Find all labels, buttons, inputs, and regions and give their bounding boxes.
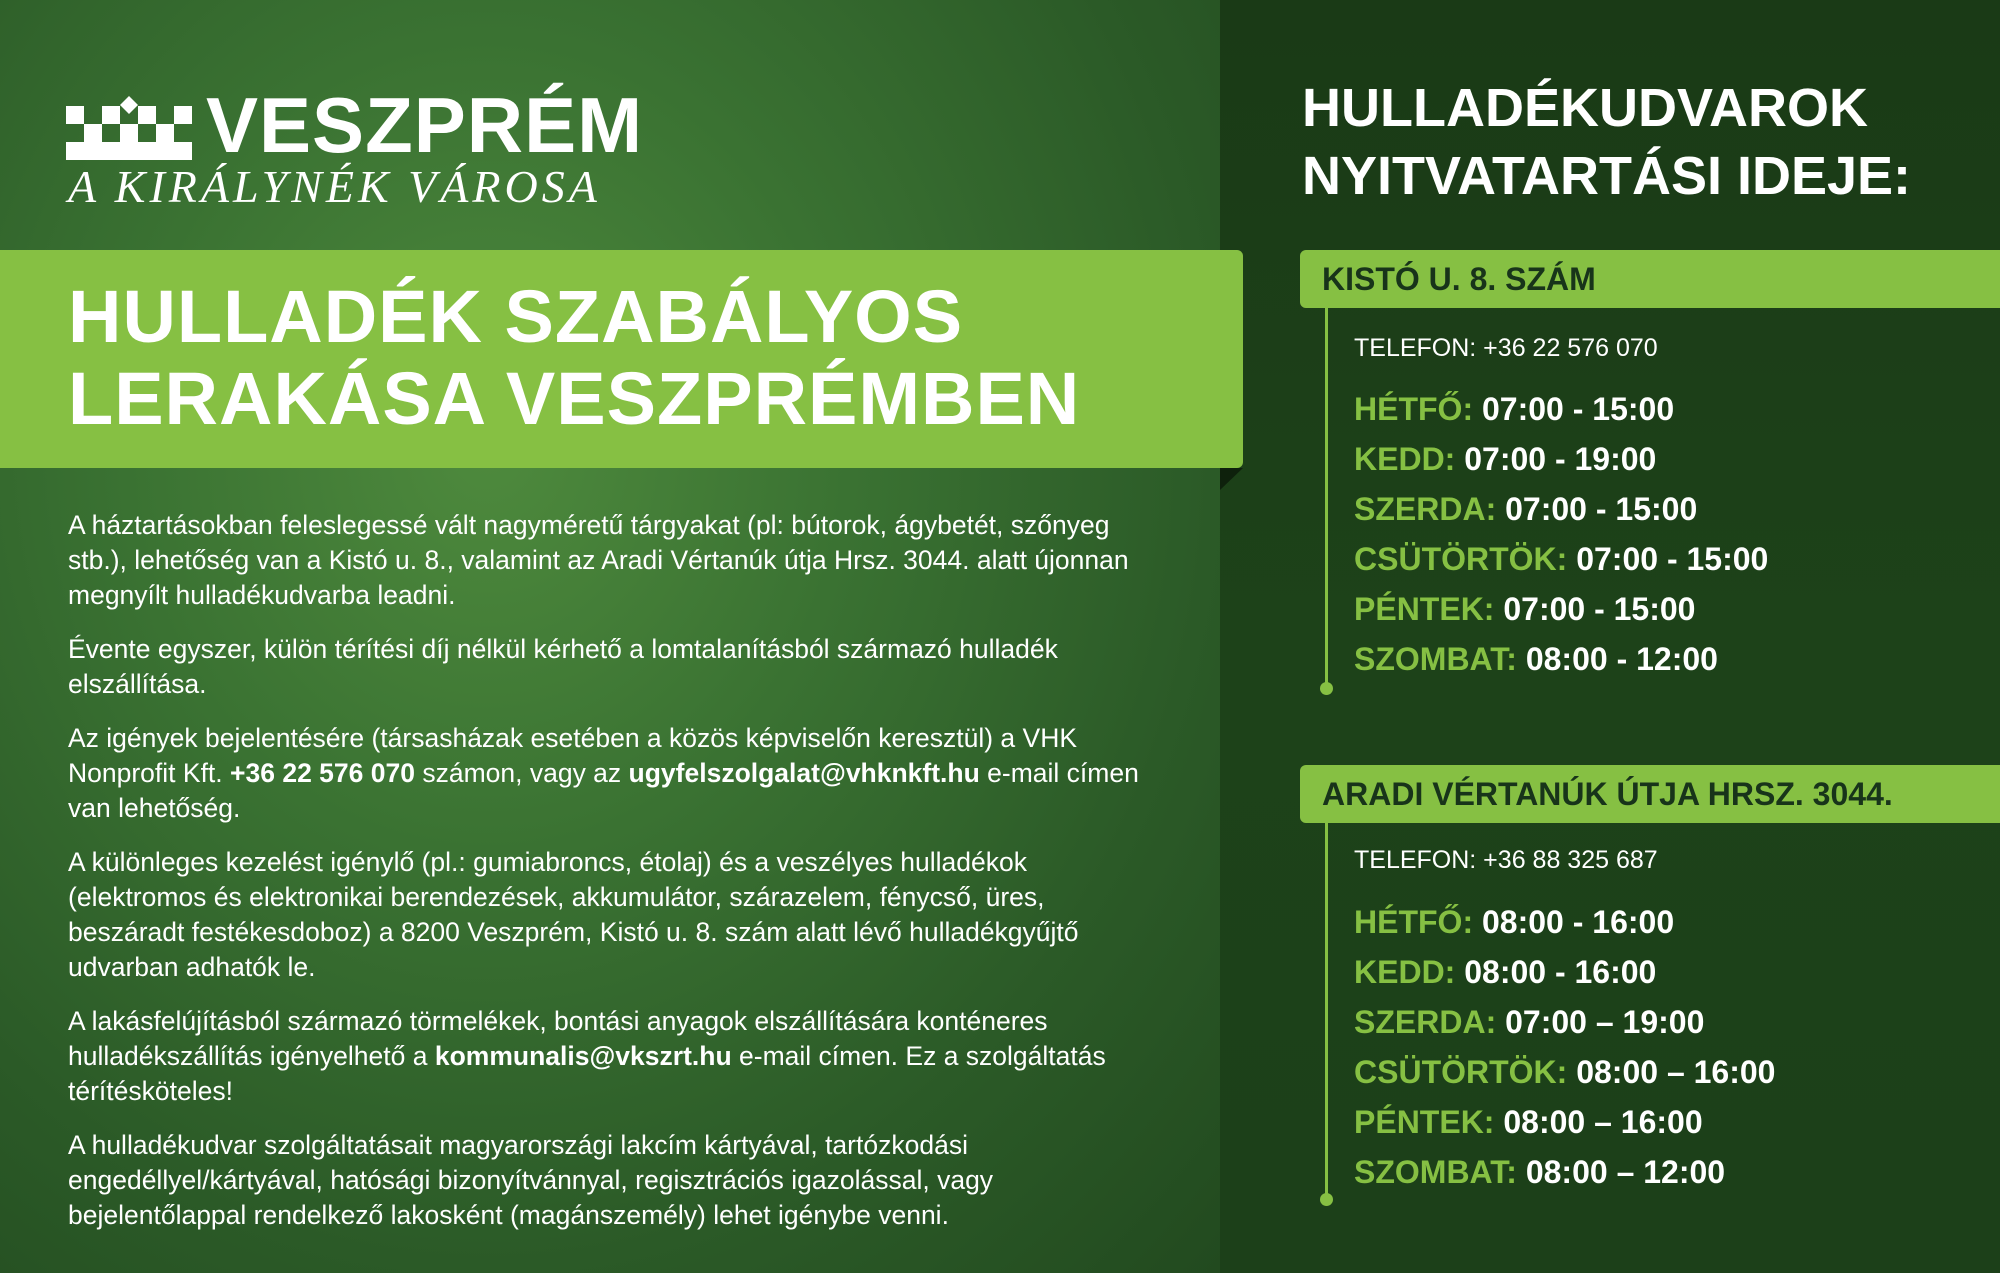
opening-hours-title-line-1: HULLADÉKUDVAROK	[1302, 78, 1868, 138]
time-range: 07:00 - 15:00	[1505, 491, 1698, 527]
location-1-timeline	[1325, 308, 1328, 688]
paragraph-1: A háztartásokban feleslegessé vált nagyméretű tárgyakat (pl: bútorok, ágybetét, szőnyeg stb.), lehetőség van a Kistó u. 8., valamint az Aradi Vértanúk útja Hrsz. 3044. alatt újonnan megnyílt hulladékudvarba leadni.	[68, 510, 1129, 610]
hours-row	[1354, 897, 1775, 947]
hours-row	[1354, 484, 1768, 534]
location-2-label: ARADI VÉRTANÚK ÚTJA HRSZ. 3044.	[1300, 765, 2000, 823]
title-banner	[0, 250, 1243, 468]
paragraph-3-text-c: e-mail címen van lehetőség.	[68, 758, 1139, 823]
time-range: 07:00 – 19:00	[1505, 1004, 1705, 1040]
location-1-phone: TELEFON: +36 22 576 070	[1354, 334, 1658, 362]
day-label: HÉTFŐ:	[1354, 904, 1474, 940]
time-range: 07:00 - 19:00	[1464, 441, 1657, 477]
paragraph-4: A különleges kezelést igénylő (pl.: gumiabroncs, étolaj) és a veszélyes hulladékok (elektromos és elektronikai berendezések, akkumulátor, szárazelem, fénycső, üres, beszáradt festékesdoboz) a 8200 Veszprém, Kistó u. 8. szám alatt lévő hulladékgyűjtő udvarban adhatók le.	[68, 847, 1079, 982]
logo-tagline: A KIRÁLYNÉK VÁROSA	[68, 161, 601, 212]
hours-row	[1354, 534, 1768, 584]
time-range: 08:00 – 16:00	[1576, 1054, 1776, 1090]
paragraph-5-text-b: e-mail címen. Ez a szolgáltatás térítésköteles!	[68, 1041, 1106, 1106]
location-2-phone: TELEFON: +36 88 325 687	[1354, 846, 1658, 874]
time-range: 08:00 – 16:00	[1503, 1104, 1703, 1140]
day-label: KEDD:	[1354, 441, 1456, 477]
paragraph-2: Évente egyszer, külön térítési díj nélkül kérhető a lomtalanításból származó hulladék elszállítása.	[68, 634, 1058, 699]
paragraph-3-text-b: számon, vagy az	[414, 758, 629, 788]
hours-row	[1354, 997, 1775, 1047]
opening-hours-title-line-2: NYITVATARTÁSI IDEJE:	[1302, 146, 1912, 206]
time-range: 07:00 - 15:00	[1481, 391, 1675, 427]
email-kommunalis[interactable]: kommunalis@vkszrt.hu	[434, 1041, 732, 1071]
city-logo	[66, 81, 666, 212]
time-range: 08:00 – 12:00	[1525, 1154, 1726, 1190]
day-label: KEDD:	[1354, 954, 1456, 990]
crown-checker-icon	[66, 96, 196, 164]
location-2-hours	[1354, 897, 1775, 1197]
location-2-timeline-dot	[1320, 1193, 1333, 1206]
hours-row	[1354, 584, 1768, 634]
hours-row	[1354, 1147, 1775, 1197]
title-line-2: LERAKÁSA VESZPRÉMBEN	[68, 357, 1081, 440]
paragraph-3	[68, 721, 1168, 826]
day-label: PÉNTEK:	[1354, 1104, 1495, 1140]
day-label: SZERDA:	[1354, 491, 1497, 527]
page-title	[68, 276, 1080, 440]
paragraph-6: A hulladékudvar szolgáltatásait magyarországi lakcím kártyával, tartózkodási engedéllyel/kártyával, hatósági bizonyítvánnyal, regisztrációs igazolással, vagy bejelentőlappal rendelkező lakosként (magánszemély) lehet igénybe venni.	[68, 1130, 994, 1230]
time-range: 07:00 - 15:00	[1576, 541, 1769, 577]
paragraph-5-text-a: A lakásfelújításból származó törmelékek, bontási anyagok elszállítására konténeres hulladékszállítás igényelhető a	[68, 1006, 1048, 1071]
day-label: SZOMBAT:	[1354, 1154, 1517, 1190]
hours-row	[1354, 947, 1775, 997]
info-text	[68, 508, 1168, 1252]
email-ugyfelszolgalat[interactable]: ugyfelszolgalat@vhknkft.hu	[628, 758, 980, 788]
paragraph-3-text-a: Az igények bejelentésére (társasházak esetében a közös képviselőn keresztül) a VHK Nonprofit Kft.	[68, 723, 1078, 788]
time-range: 08:00 - 16:00	[1481, 904, 1675, 940]
title-line-1: HULLADÉK SZABÁLYOS	[68, 275, 964, 358]
logo-name: VESZPRÉM	[206, 81, 644, 169]
hours-row	[1354, 1097, 1775, 1147]
banner-fold	[1220, 468, 1243, 490]
location-1-label: KISTÓ U. 8. SZÁM	[1300, 250, 2000, 308]
day-label: SZERDA:	[1354, 1004, 1497, 1040]
day-label: PÉNTEK:	[1354, 591, 1495, 627]
day-label: CSÜTÖRTÖK:	[1354, 1054, 1568, 1090]
hours-row	[1354, 384, 1768, 434]
location-1-hours	[1354, 384, 1768, 684]
day-label: CSÜTÖRTÖK:	[1354, 541, 1568, 577]
phone-number: +36 22 576 070	[230, 758, 415, 788]
hours-row	[1354, 434, 1768, 484]
opening-hours-title	[1302, 74, 1911, 210]
hours-row	[1354, 1047, 1775, 1097]
hours-row	[1354, 634, 1768, 684]
location-2-timeline	[1325, 823, 1328, 1199]
time-range: 07:00 - 15:00	[1503, 591, 1696, 627]
time-range: 08:00 - 12:00	[1525, 641, 1718, 677]
day-label: HÉTFŐ:	[1354, 391, 1474, 427]
time-range: 08:00 - 16:00	[1464, 954, 1657, 990]
location-1-timeline-dot	[1320, 682, 1333, 695]
paragraph-5	[68, 1004, 1168, 1109]
day-label: SZOMBAT:	[1354, 641, 1517, 677]
